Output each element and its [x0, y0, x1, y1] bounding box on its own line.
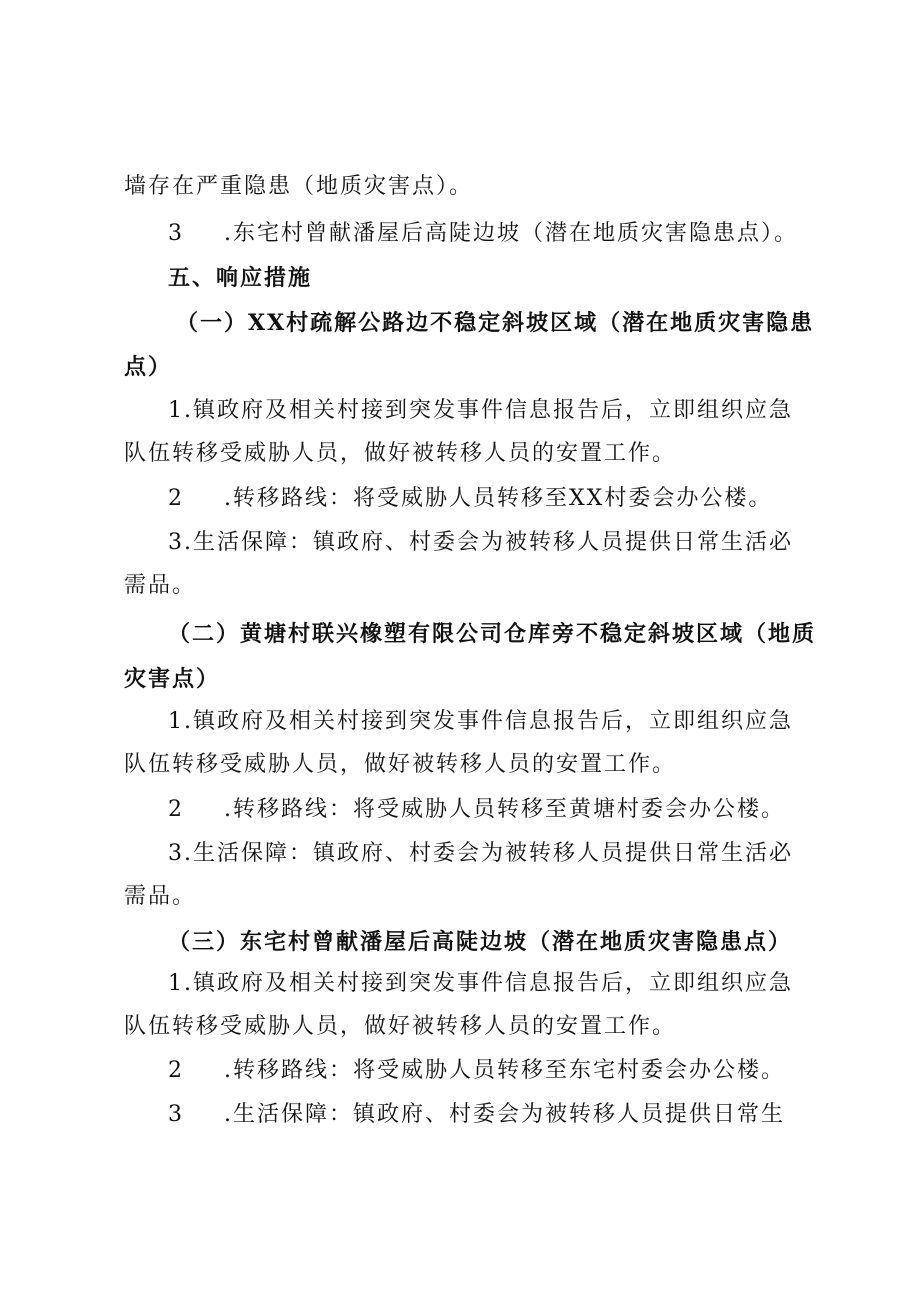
list-text: .东宅村曾献潘屋后高陡边坡（潜在地质灾害隐患点）。: [224, 221, 798, 246]
subsection-heading-2-cont: 灾害点）: [124, 666, 221, 692]
list-text: .转移路线：将受威胁人员转移至东宅村委会办公楼。: [224, 1058, 785, 1083]
subsection-heading-3: （三）东宅村曾献潘屋后高陡边坡（潜在地质灾害隐患点）: [168, 929, 793, 955]
list-number: 2: [168, 797, 184, 822]
list-text: .转移路线：将受威胁人员转移至黄塘村委会办公楼。: [224, 797, 785, 822]
list-item-3: [168, 1100, 785, 1130]
paragraph-cont: 需品。: [124, 884, 197, 909]
paragraph: 3.生活保障：镇政府、村委会为被转移人员提供日常生活必: [168, 530, 793, 555]
list-item-3: [168, 219, 798, 249]
paragraph-cont: 队伍转移受威胁人员，做好被转移人员的安置工作。: [124, 752, 677, 777]
list-text: .生活保障：镇政府、村委会为被转移人员提供日常生: [224, 1102, 785, 1127]
subsection-heading-1-cont: 点）: [124, 354, 173, 380]
paragraph-cont: 队伍转移受威胁人员，做好被转移人员的安置工作。: [124, 1014, 677, 1039]
section-heading: 五、响应措施: [168, 265, 313, 291]
paragraph-cont: 需品。: [124, 573, 197, 598]
paragraph: 1.镇政府及相关村接到突发事件信息报告后，立即组织应急: [168, 971, 793, 996]
list-number: 3: [168, 221, 184, 246]
list-text: .转移路线：将受威胁人员转移至XX村委会办公楼。: [224, 486, 773, 511]
list-number: 3: [168, 1102, 184, 1127]
list-item-2: [168, 484, 772, 514]
subsection-heading-1: （一）XX村疏解公路边不稳定斜坡区域（潜在地质灾害隐患: [176, 310, 815, 336]
paragraph: 1.镇政府及相关村接到突发事件信息报告后，立即组织应急: [168, 398, 793, 423]
subsection-heading-2: （二）黄塘村联兴橡塑有限公司仓库旁不稳定斜坡区域（地质: [168, 621, 817, 647]
list-number: 2: [168, 1058, 184, 1083]
list-number: 2: [168, 486, 184, 511]
paragraph: 3.生活保障：镇政府、村委会为被转移人员提供日常生活必: [168, 841, 793, 866]
list-item-2: [168, 1056, 785, 1086]
paragraph-cont: 队伍转移受威胁人员，做好被转移人员的安置工作。: [124, 441, 677, 466]
paragraph-continuation: 墙存在严重隐患（地质灾害点）。: [124, 174, 474, 199]
paragraph: 1.镇政府及相关村接到突发事件信息报告后，立即组织应急: [168, 709, 793, 734]
list-item-2: [168, 795, 785, 825]
